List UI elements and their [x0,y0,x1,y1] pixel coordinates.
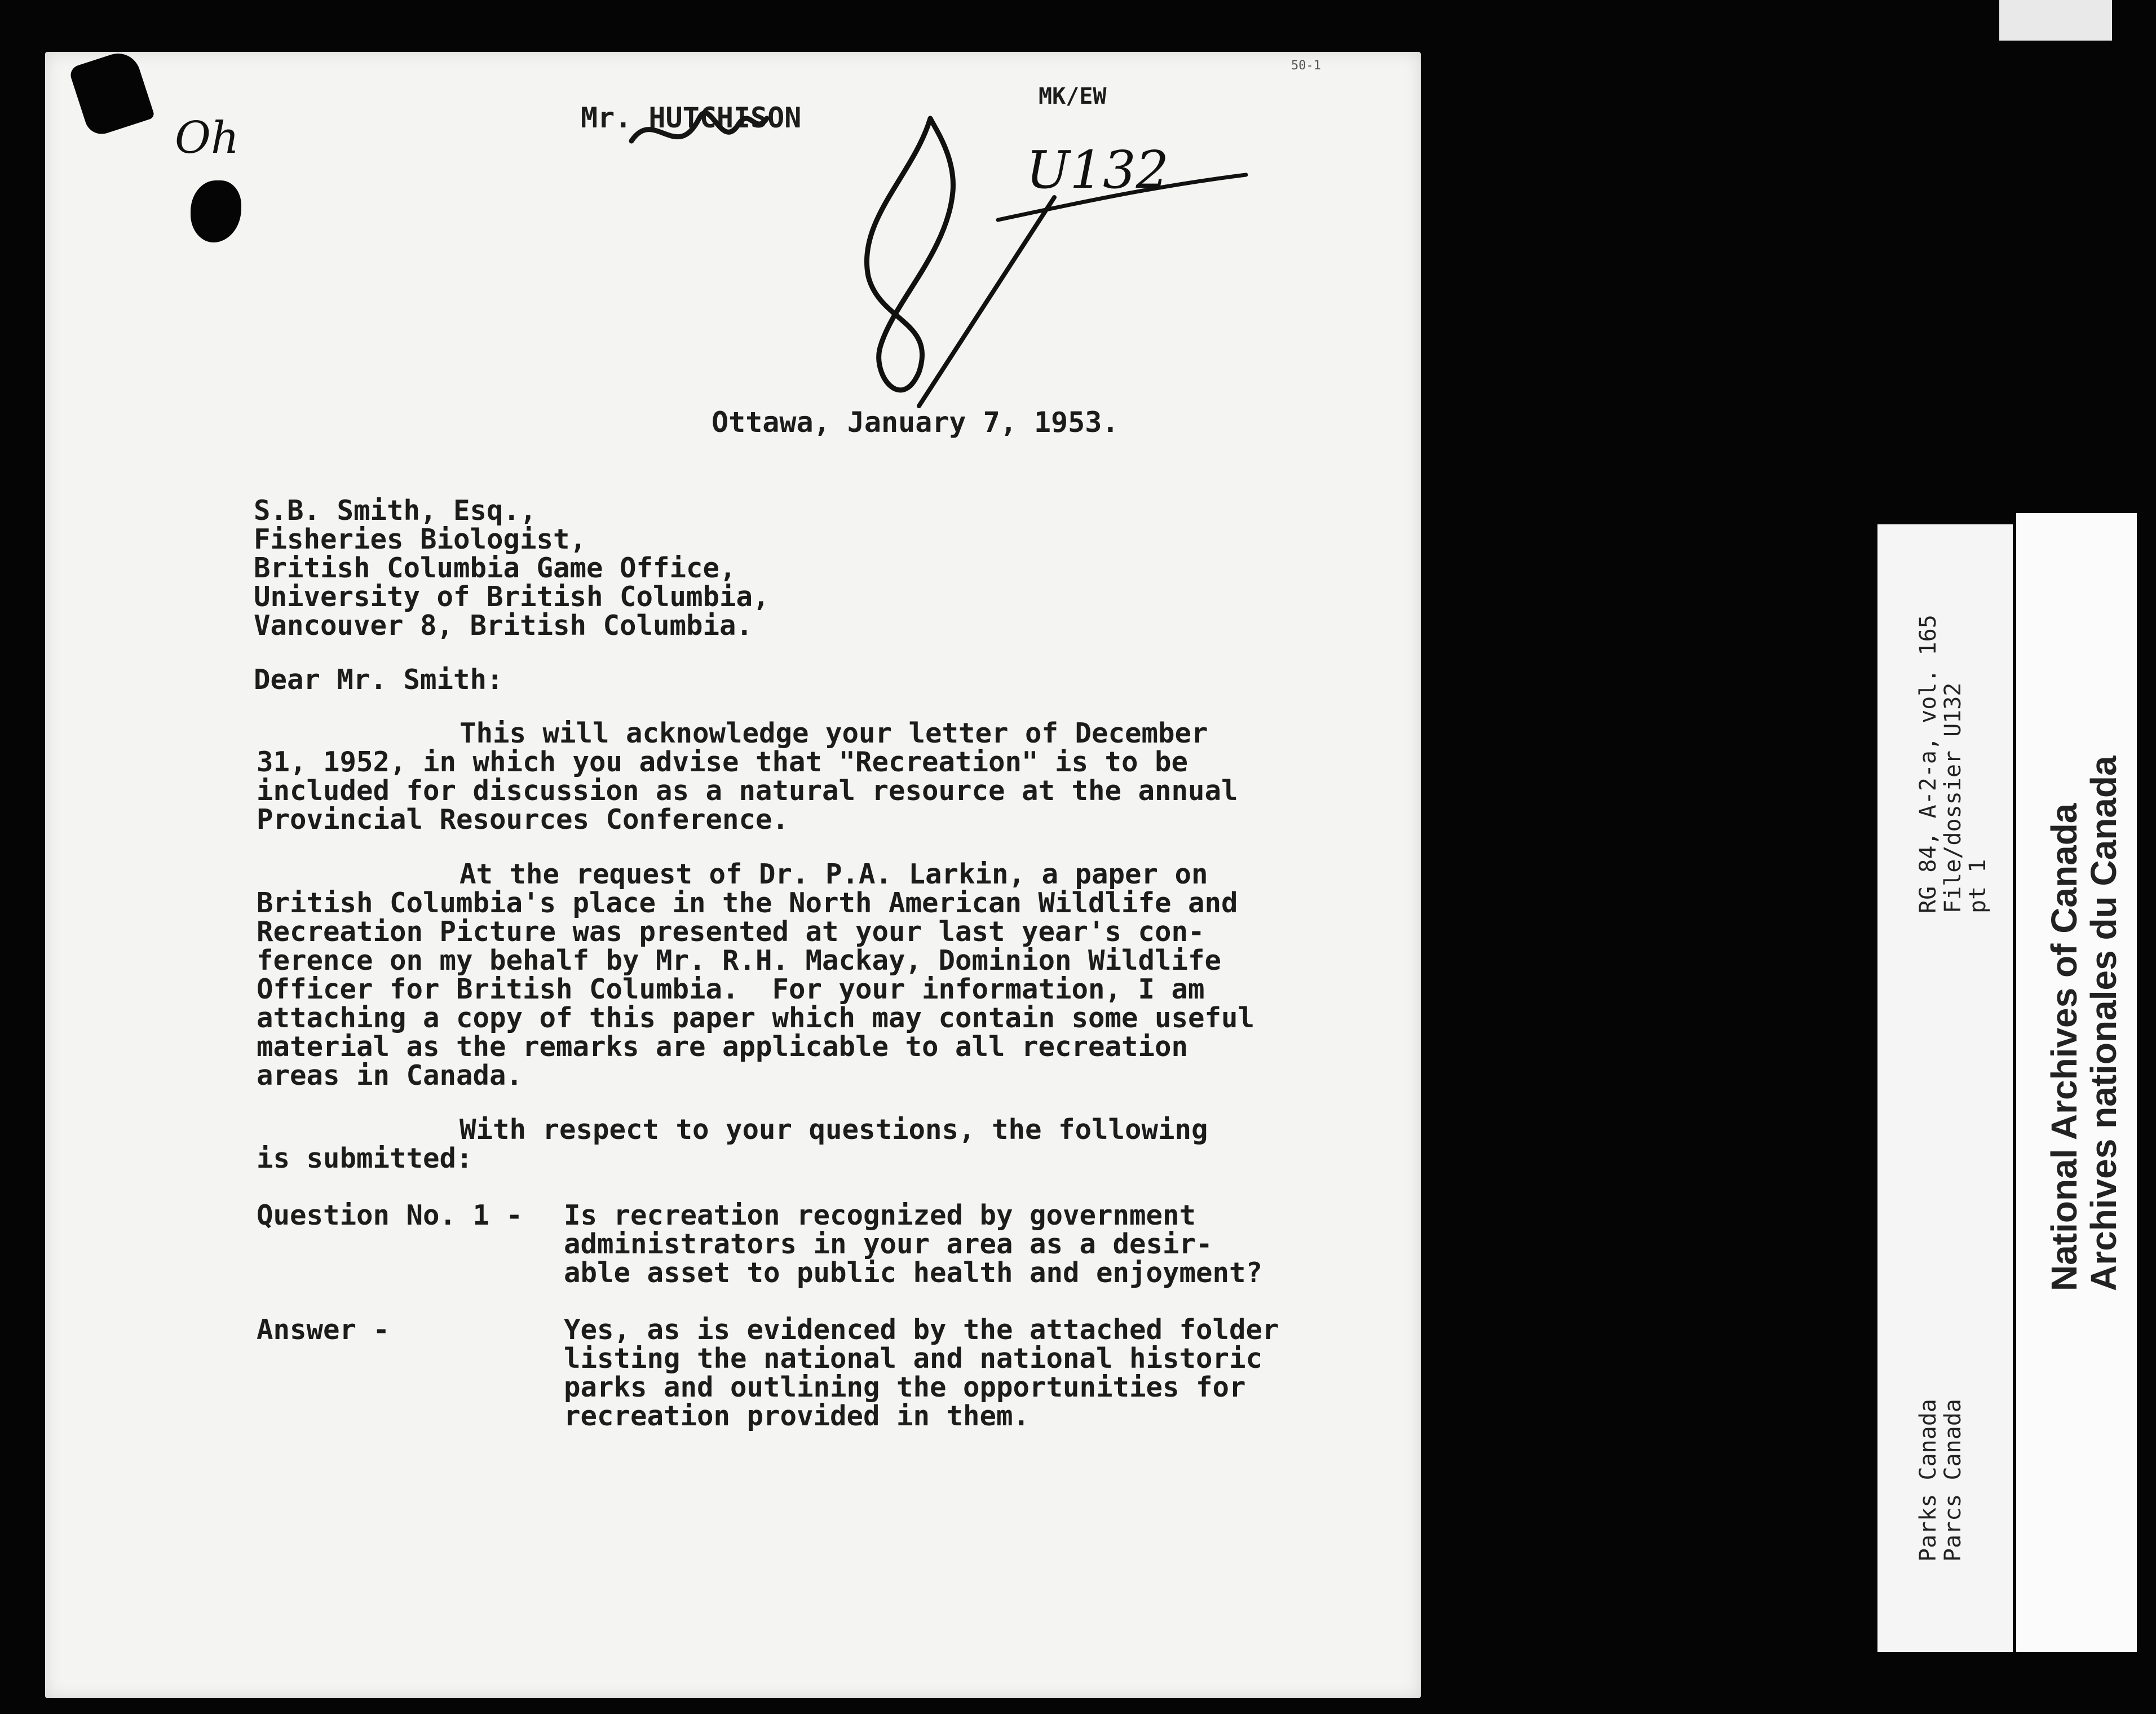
paragraph-3-line: With respect to your questions, the following [460,1114,1208,1146]
paragraph-2-line: Officer for British Columbia. For your information, I am [257,973,1205,1005]
marginal-note: Oh [175,113,240,164]
paragraph-2-line: At the request of Dr. P.A. Larkin, a paper on [460,858,1208,890]
question-text-line: administrators in your area as a desir- [564,1228,1213,1260]
handwritten-file-number: U132 [1026,140,1169,200]
attention-line: Mr. HUTCHISON [581,101,802,134]
question-text-line: Is recreation recognized by government [564,1199,1196,1231]
answer-label: Answer - [257,1314,390,1346]
answer-text-line: parks and outlining the opportunities for [564,1371,1246,1403]
answer-text-line: recreation provided in them. [564,1400,1030,1432]
question-label: Question No. 1 - [257,1199,523,1231]
recipient-name: S.B. Smith, Esq., [254,494,537,527]
reference-line-3: pt 1 [1965,859,1991,913]
corner-note: 50-1 [1291,59,1321,73]
paragraph-2-line: material as the remarks are applicable to all recreation [257,1031,1189,1063]
paragraph-2-line: Recreation Picture was presented at your last year's con- [257,916,1205,948]
institution-name-fr: Archives nationales du Canada [2083,756,2124,1291]
reference-line-2: File/dossier U132 [1940,682,1966,913]
paragraph-1-line: 31, 1952, in which you advise that "Recreation" is to be [257,746,1189,778]
paragraph-2-line: ference on my behalf by Mr. R.H. Mackay, Dominion Wildlife [257,944,1222,977]
paragraph-1-line: included for discussion as a natural resource at the annual [257,775,1238,807]
answer-text-line: listing the national and national historic [564,1342,1263,1375]
reference-initials: MK/EW [1039,83,1107,109]
top-edge-tab [1999,0,2112,41]
paragraph-2-line: attaching a copy of this paper which may contain some useful [257,1002,1255,1034]
paragraph-2-line: British Columbia's place in the North American Wildlife and [257,887,1238,919]
recipient-title: Fisheries Biologist, [254,523,587,555]
question-text-line: able asset to public health and enjoyment? [564,1257,1263,1289]
paragraph-2-line: areas in Canada. [257,1059,523,1092]
fonds-label-fr: Parcs Canada [1940,1399,1966,1562]
institution-name-en: National Archives of Canada [2044,803,2084,1291]
handwritten-initials [609,85,778,180]
recipient-city: Vancouver 8, British Columbia. [254,609,753,642]
reference-line-1: RG 84, A-2-a, vol. 165 [1915,615,1941,913]
fonds-label-en: Parks Canada [1915,1399,1941,1562]
salutation: Dear Mr. Smith: [254,664,503,696]
paragraph-3-line: is submitted: [257,1142,473,1174]
answer-text-line: Yes, as is evidenced by the attached folder [564,1314,1279,1346]
paragraph-1-line: Provincial Resources Conference. [257,803,789,836]
recipient-office: British Columbia Game Office, [254,552,736,584]
paragraph-1-line: This will acknowledge your letter of December [460,717,1208,749]
date-line: Ottawa, January 7, 1953. [712,406,1119,439]
recipient-university: University of British Columbia, [254,581,770,613]
